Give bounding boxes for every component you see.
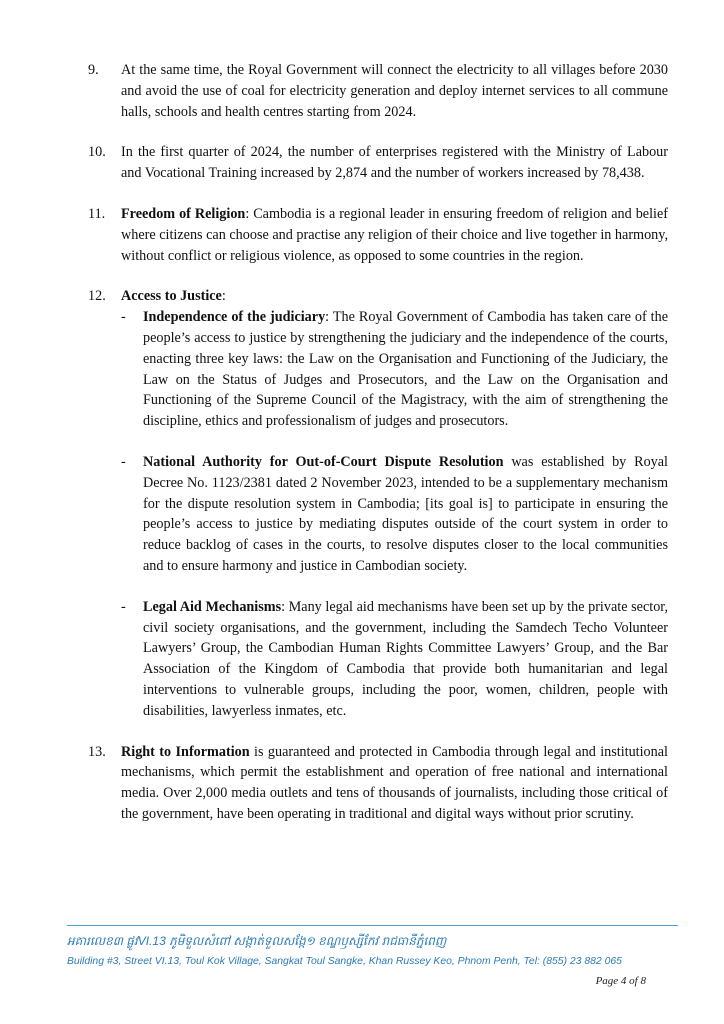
sub-list: [121, 307, 668, 721]
bullet-dash: -: [121, 453, 126, 470]
item-text: is guaranteed and protected in Cambodia through legal and institutional mechanisms, which permit the establishment and operation of free national and international media. Over 2,000 media outlets and tens of thousands of journalists, including those critical of the government, have been operating in traditional and digital ways without prior scrutiny.: [121, 743, 668, 822]
item-text: In the first quarter of 2024, the number of enterprises registered with the Ministry of Labour and Vocational Training increased by 2,874 and the number of workers increased by 78,438.: [121, 144, 668, 182]
sub-item-judiciary: [121, 307, 668, 432]
item-text: :: [221, 288, 226, 305]
sub-item-text: : Many legal aid mechanisms have been set up by the private sector, civil society organisations, and the government, including the Samdech Techo Volunteer Lawyers’ Group, the Cambodian Human Rights Committee Lawyers’ Group, and the Bar Association of the Kingdom of Cambodia that provide both humanitarian and legal interventions to vulnerable groups, including the poor, women, children, people with disabilities, lawyerless inmates, etc.: [143, 598, 668, 719]
footer-rule: [67, 925, 678, 926]
item-number: 11.: [88, 205, 106, 222]
sub-item-legal-aid: [121, 597, 668, 722]
sub-item-heading: Independence of the judiciary: [143, 309, 326, 326]
sub-item-heading: National Authority for Out-of-Court Dispute Resolution: [143, 453, 504, 470]
item-heading: Access to Justice: [121, 288, 222, 305]
sub-item-text: was established by Royal Decree No. 1123/2381 dated 2 November 2023, intended to be a supplementary mechanism for the dispute resolution system in Cambodia; [its goal is] to participate in ensuring the people’s access to justice by mediating disputes outside of the court system in order to reduce backlog of cases in the courts, to resolve disputes closer to the local communities and to ensure harmony and justice in Cambodian society.: [143, 453, 668, 574]
item-number: 9.: [88, 62, 99, 78]
page-number: Page 4 of 8: [595, 975, 646, 987]
item-heading: Right to Information: [121, 743, 250, 760]
bullet-dash: -: [121, 598, 126, 615]
list-item-12: [88, 286, 668, 721]
footer-address: Building #3, Street VI.13, Toul Kok Village, Sangkat Toul Sangke, Khan Russey Keo, Phnom Penh, Tel: (855) 23 882 065: [67, 956, 622, 967]
item-number: 12.: [88, 288, 106, 305]
sub-item-dispute-resolution: [121, 452, 668, 577]
list-item-10: [88, 142, 668, 184]
list-item-11: [88, 204, 668, 266]
sub-item-heading: Legal Aid Mechanisms: [143, 598, 282, 615]
item-text: At the same time, the Royal Government will connect the electricity to all villages before 2030 and avoid the use of coal for electricity generation and deploy internet services to all commune halls, schools and health centres starting from 2024.: [121, 62, 668, 120]
sub-item-text: : The Royal Government of Cambodia has taken care of the people’s access to justice by strengthening the judiciary and the independence of the courts, enacting three key laws: the Law on the Organisation and Functioning of the Judiciary, the Law on the Status of Judges and Prosecutors, and the Law on the Organisation and Functioning of the Supreme Council of the Magistracy, with the aim of strengthening the discipline, ethics and professionalism of judges and prosecutors.: [143, 309, 668, 430]
list-item-13: [88, 742, 668, 825]
document-body: [88, 60, 668, 845]
item-text: : Cambodia is a regional leader in ensuring freedom of religion and belief where citizens can choose and practise any religion of their choice and live together in harmony, without conflict or religious violence, as opposed to some countries in the region.: [121, 205, 668, 264]
list-item-9: [88, 60, 668, 122]
footer-khmer-address: អគារលេខ៣ ផ្លូវVI.13 ភូមិទួលសំពៅ សង្កាត់ទួលសង្កែ១ ខណ្ឌឫស្សីកែវ រាជធានីភ្នំពេញ: [67, 934, 447, 948]
bullet-dash: -: [121, 309, 126, 326]
item-heading: Freedom of Religion: [121, 205, 246, 222]
item-number: 13.: [88, 743, 106, 760]
item-number: 10.: [88, 144, 106, 161]
